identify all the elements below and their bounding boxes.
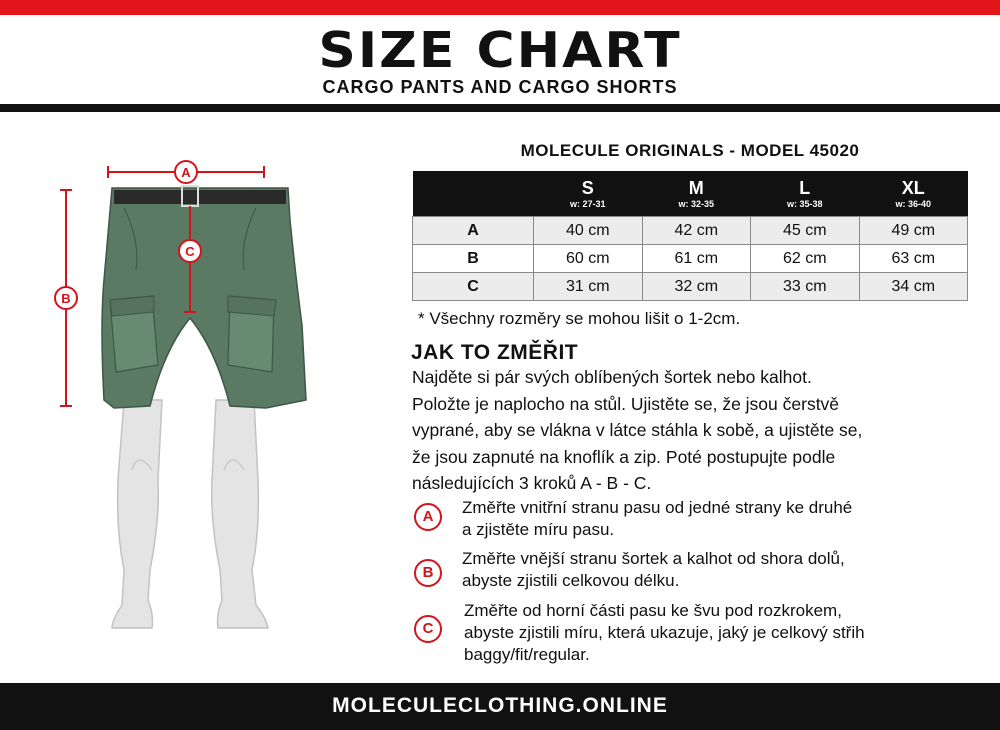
table-cell: 40 cm	[534, 217, 643, 245]
row-label: B	[413, 245, 534, 273]
label-b: B	[61, 291, 71, 306]
step-text	[462, 497, 972, 541]
waist-range: w: 32-35	[678, 198, 715, 209]
table-cell: 49 cm	[859, 217, 968, 245]
step-line: baggy/fit/regular.	[464, 645, 590, 664]
row-label: A	[413, 217, 534, 245]
size-col-s	[534, 171, 643, 217]
top-red-stripe	[0, 0, 1000, 15]
measure-a	[108, 161, 264, 183]
waist-range: w: 36-40	[895, 198, 932, 209]
waist-range: w: 35-38	[786, 198, 823, 209]
step-line: Změřte od horní části pasu ke švu pod rozkrokem,	[464, 601, 842, 620]
howto-line: následujících 3 kroků A - B - C.	[412, 473, 652, 493]
table-cell: 31 cm	[534, 273, 643, 301]
table-row	[413, 245, 968, 273]
size-col-xl	[859, 171, 968, 217]
step-line: abyste zjistili celkovou délku.	[462, 571, 680, 590]
waist-range: w: 27-31	[569, 198, 606, 209]
mannequin-legs	[112, 400, 268, 628]
step-badge: B	[414, 559, 442, 587]
size-name: M	[688, 177, 704, 198]
step-line: Změřte vnitřní stranu pasu od jedné strany ke druhé	[462, 498, 853, 517]
step-line: a zjistěte míru pasu.	[462, 520, 615, 539]
size-note: * Všechny rozměry se mohou lišit o 1-2cm.	[418, 309, 741, 328]
step-line: abyste zjistili míru, která ukazuje, jaký je celkový střih	[464, 623, 865, 642]
size-name: S	[581, 177, 594, 198]
model-heading: MOLECULE ORIGINALS - MODEL 45020	[520, 141, 860, 160]
step-line: Změřte vnější stranu šortek a kalhot od shora dolů,	[462, 549, 845, 568]
step-text	[464, 600, 974, 666]
step-text	[462, 548, 972, 592]
howto-paragraph	[412, 364, 972, 497]
page-subtitle: CARGO PANTS AND CARGO SHORTS	[322, 77, 678, 97]
footer-bar	[0, 683, 1000, 730]
measure-b	[55, 190, 77, 406]
table-cell: 42 cm	[642, 217, 751, 245]
table-cell: 60 cm	[534, 245, 643, 273]
label-a: A	[181, 165, 191, 180]
row-label: C	[413, 273, 534, 301]
size-header-row	[413, 171, 968, 217]
table-row	[413, 273, 968, 301]
howto-heading: JAK TO ZMĚŘIT	[411, 341, 579, 364]
size-table	[412, 171, 968, 301]
page-title: SIZE CHART	[318, 22, 682, 80]
table-row	[413, 217, 968, 245]
step-badge: C	[414, 615, 442, 643]
footer-url[interactable]: MOLECULECLOTHING.ONLINE	[332, 694, 668, 717]
table-cell: 32 cm	[642, 273, 751, 301]
size-col-m	[642, 171, 751, 217]
header-empty-cell	[413, 171, 534, 217]
howto-line: Položte je naplocho na stůl. Ujistěte se, že jsou čerstvě	[412, 393, 840, 414]
howto-line: že jsou zapnuté na knoflík a zip. Poté postupujte podle	[412, 446, 836, 467]
howto-line: Najděte si pár svých oblíbených šortek nebo kalhot.	[412, 367, 812, 387]
header-divider	[0, 104, 1000, 112]
table-cell: 62 cm	[751, 245, 860, 273]
table-cell: 34 cm	[859, 273, 968, 301]
table-cell: 61 cm	[642, 245, 751, 273]
size-col-l	[751, 171, 860, 217]
shorts-measurement-illustration	[40, 150, 340, 640]
cargo-shorts	[102, 186, 306, 408]
table-cell: 63 cm	[859, 245, 968, 273]
step-badge: A	[414, 503, 442, 531]
table-cell: 45 cm	[751, 217, 860, 245]
howto-line: vyprané, aby se vlákna v látce stáhla k sobě, a ujistěte se,	[412, 420, 863, 440]
label-c: C	[185, 244, 195, 259]
table-cell: 33 cm	[751, 273, 860, 301]
size-name: L	[799, 177, 811, 198]
size-name: XL	[901, 177, 925, 198]
